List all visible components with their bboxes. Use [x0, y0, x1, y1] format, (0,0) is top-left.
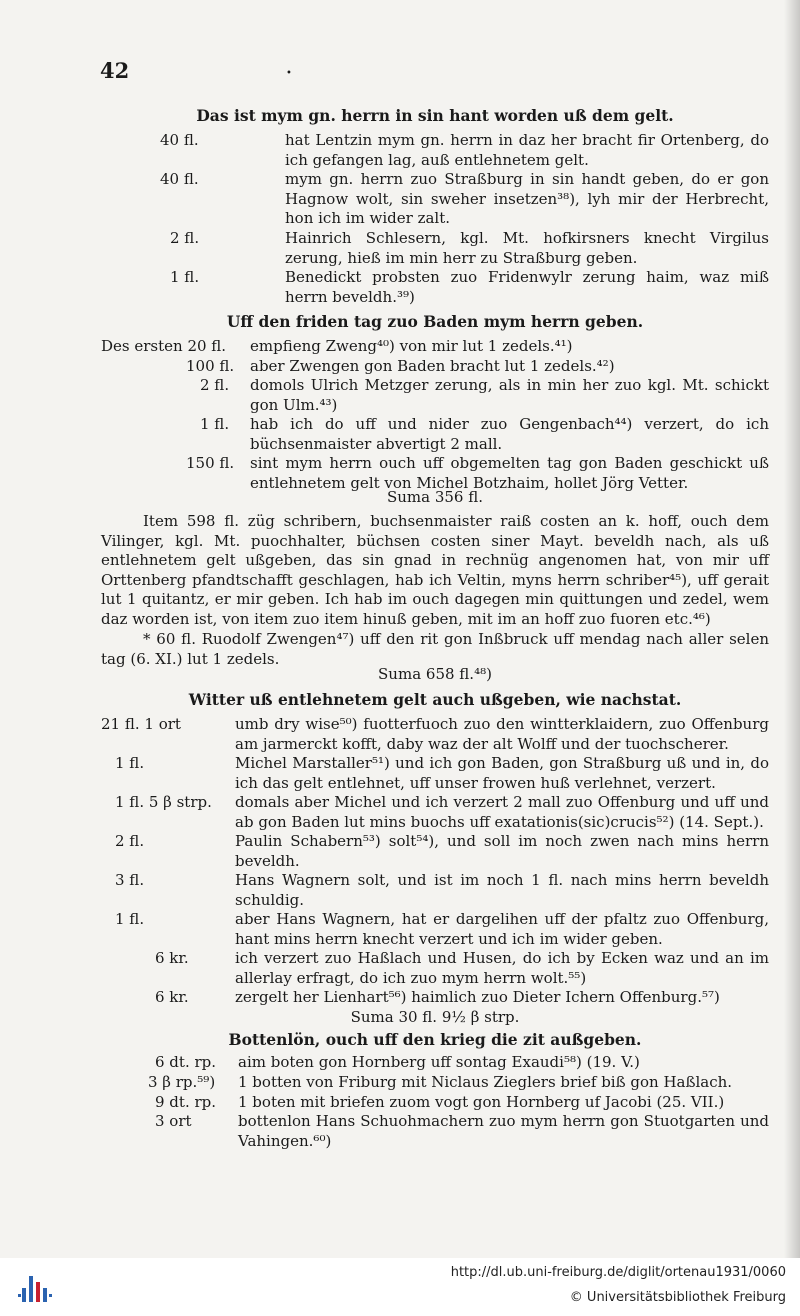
entry-amount: 3 ort	[155, 1112, 192, 1130]
page-number: 42	[100, 58, 130, 83]
entry-text: aber Hans Wagnern, hat er dargelihen uff der pfaltz zuo Offenburg, hant mins herrn knecht verzert und ich im wider geben.	[235, 910, 769, 948]
entry-text: Hainrich Schlesern, kgl. Mt. hofkirsners knecht Virgilus zerung, hieß im min herr zu Straßburg geben.	[285, 229, 769, 267]
entry-amount: 150 fl.	[186, 454, 235, 472]
entry-text: aim boten gon Hornberg uff sontag Exaudi⁵⁸) (19. V.)	[238, 1053, 640, 1071]
entry-text: hab ich do uff und nider zuo Gengenbach⁴⁴) verzert, do ich büchsenmaister abvertigt 2 mall.	[250, 415, 769, 453]
viewer-footer	[0, 1258, 800, 1316]
entry-amount: 2 fl.	[200, 376, 230, 394]
entry-amount: 9 dt. rp.	[155, 1093, 217, 1111]
entry-amount: 6 dt. rp.	[155, 1053, 217, 1071]
entry-amount: 3 β rp.⁵⁹)	[148, 1073, 216, 1091]
section-heading-1: Das ist mym gn. herrn in sin hant worden uß dem gelt.	[196, 106, 674, 125]
section-sum: Suma 356 fl.	[386, 488, 484, 506]
item-paragraph: Item 598 fl. züg schribern, buchsenmaister raiß costen an k. hoff, ouch dem Vilinger, kgl. Mt. puochhalter, büchsen costen siner Mayt. beveldh nach, als uß entlehnetem gelt ußgeben, das sin gnad in rechnüg angenomen hat, von mir uff Orttenberg pfandtschafft geschlagen, hab ich Veltin, myns herrn schriber⁴⁵), uff gerait lut 1 quitantz, er mir geben. Ich hab im ouch dagegen min quittungen und zedel, wem daz worden ist, von item zuo item hinuß geben, mit im an hoff zuo fuoren etc.⁴⁶)	[101, 512, 769, 628]
entry-amount: 2 fl.	[170, 229, 200, 247]
section-heading-4: Bottenlön, ouch uff den krieg die zit außgeben.	[228, 1030, 642, 1049]
entry-amount: 1 fl. 5 β strp.	[115, 793, 212, 811]
section-heading-3: Witter uß entlehnetem gelt auch ußgeben, wie nachstat.	[188, 690, 682, 709]
entry-amount: Des ersten 20 fl.	[101, 337, 227, 355]
entry-text: umb dry wise⁵⁰) fuotterfuoch zuo den wintterklaidern, zuo Offenburg am jarmerckt kofft, daby waz der alt Wolff und der tuochscherer.	[235, 715, 769, 753]
entry-text: 1 botten von Friburg mit Niclaus Zieglers brief biß gon Haßlach.	[238, 1073, 733, 1091]
entry-text: domals aber Michel und ich verzert 2 mall zuo Offenburg und uff und ab gon Baden lut mins buochs uff exatationis(sic)crucis⁵²) (14. Sept.).	[235, 793, 769, 831]
entry-amount: 40 fl.	[160, 131, 199, 149]
entry-text: ich verzert zuo Haßlach und Husen, do ich by Ecken waz und an im allerlay erfragt, do ich zuo mym herrn wolt.⁵⁵)	[235, 949, 769, 987]
section-sum: Suma 30 fl. 9½ β strp.	[350, 1008, 520, 1026]
ub-freiburg-logo-icon	[16, 1268, 56, 1308]
entry-amount: 6 kr.	[155, 949, 189, 967]
entry-text: aber Zwengen gon Baden bracht lut 1 zedels.⁴²)	[250, 357, 615, 375]
entry-amount: 1 fl.	[115, 910, 145, 928]
entry-text: mym gn. herrn zuo Straßburg in sin handt geben, do er gon Hagnow wolt, sin sweher insetzen³⁸), lyh mir der Herbrecht, hon ich im wider zalt.	[285, 170, 769, 228]
entry-text: hat Lentzin mym gn. herrn in daz her bracht fir Ortenberg, do ich gefangen lag, auß entlehnetem gelt.	[285, 131, 769, 169]
entry-amount: 1 fl.	[200, 415, 230, 433]
entry-text: bottenlon Hans Schuohmachern zuo mym herrn gon Stuotgarten und Vahingen.⁶⁰)	[238, 1112, 769, 1150]
entry-text: Benedickt probsten zuo Fridenwylr zerung haim, waz miß herrn beveldh.³⁹)	[285, 268, 769, 306]
permalink-url[interactable]: http://dl.ub.uni-freiburg.de/diglit/ortenau1931/0060	[450, 1265, 786, 1280]
entry-amount: 1 fl.	[115, 754, 145, 772]
entry-amount: 2 fl.	[115, 832, 145, 850]
section-sum: Suma 658 fl.⁴⁸)	[378, 665, 492, 683]
entry-amount: 6 kr.	[155, 988, 189, 1006]
entry-amount: 1 fl.	[170, 268, 200, 286]
entry-amount: 3 fl.	[115, 871, 145, 889]
entry-text: zergelt her Lienhart⁵⁶) haimlich zuo Dieter Ichern Offenburg.⁵⁷)	[235, 988, 720, 1006]
entry-text: 1 boten mit briefen zuom vogt gon Hornberg uf Jacobi (25. VII.)	[238, 1093, 725, 1111]
entry-text: Paulin Schabern⁵³) solt⁵⁴), und soll im noch zwen nach mins herrn beveldh.	[235, 832, 769, 870]
entry-text: domols Ulrich Metzger zerung, als in min her zuo kgl. Mt. schickt gon Ulm.⁴³)	[250, 376, 769, 414]
entry-text: empfieng Zweng⁴⁰) von mir lut 1 zedels.⁴¹)	[250, 337, 573, 355]
speck-mark: •	[286, 68, 292, 79]
item-paragraph-2: * 60 fl. Ruodolf Zwengen⁴⁷) uff den rit gon Inßbruck uff mendag nach aller selen tag (6. XI.) lut 1 zedels.	[101, 630, 769, 668]
entry-text: Hans Wagnern solt, und ist im noch 1 fl. nach mins herrn beveldh schuldig.	[235, 871, 769, 909]
section-heading-2: Uff den friden tag zuo Baden mym herrn geben.	[226, 312, 644, 331]
entry-amount: 100 fl.	[186, 357, 235, 375]
copyright-text: © Universitätsbibliothek Freiburg	[569, 1290, 786, 1305]
entry-amount: 40 fl.	[160, 170, 199, 188]
entry-text: Michel Marstaller⁵¹) und ich gon Baden, gon Straßburg uß und in, do ich das gelt entlehnet, uff unser frowen huß verlehnet, verzert.	[235, 754, 769, 792]
entry-text: sint mym herrn ouch uff obgemelten tag gon Baden geschickt uß entlehnetem gelt von Michel Botzhaim, hollet Jörg Vetter.	[250, 454, 769, 492]
entry-amount: 21 fl. 1 ort	[101, 715, 181, 733]
